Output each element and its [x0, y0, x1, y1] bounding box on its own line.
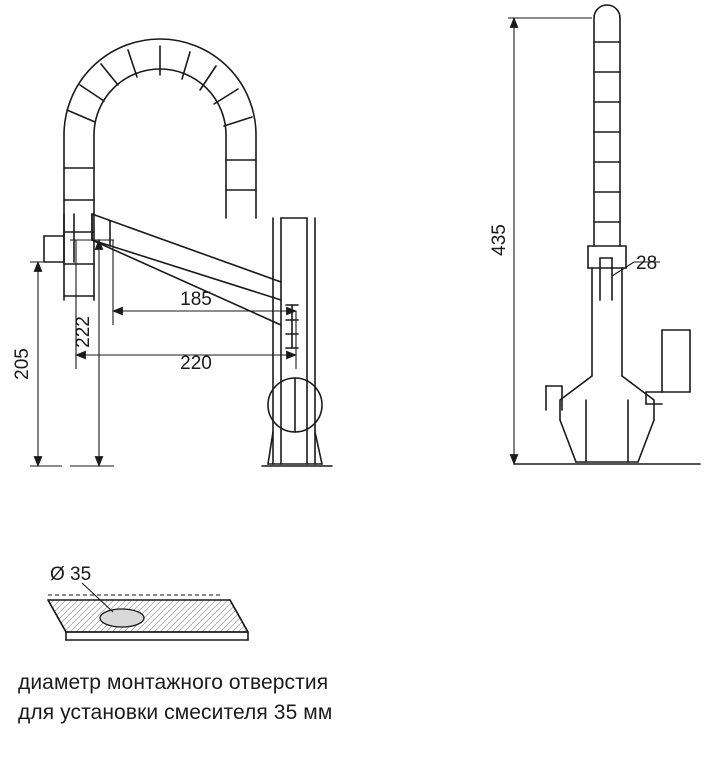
- dimension-label-205: 205: [12, 348, 33, 380]
- dimension-label-185: 185: [180, 289, 212, 310]
- dimension-label-220: 220: [180, 353, 212, 374]
- dimension-222: [70, 240, 114, 466]
- dimension-185: [113, 240, 296, 325]
- dimension-label-hole-diameter: Ø 35: [50, 564, 92, 585]
- front-view-geometry: [44, 39, 332, 466]
- side-view-geometry: [514, 5, 700, 464]
- dimension-label-28: 28: [636, 253, 658, 274]
- dimension-label-435: 435: [489, 224, 510, 256]
- countertop-geometry: [48, 600, 248, 640]
- mounting-note-line-1: диаметр монтажного отверстия: [18, 671, 329, 694]
- mounting-note-line-2: для установки смесителя 35 мм: [18, 701, 333, 724]
- mounting-note: [18, 668, 578, 728]
- dimension-435: [508, 18, 592, 464]
- dimension-label-222: 222: [73, 316, 94, 348]
- dimension-205: [30, 262, 62, 466]
